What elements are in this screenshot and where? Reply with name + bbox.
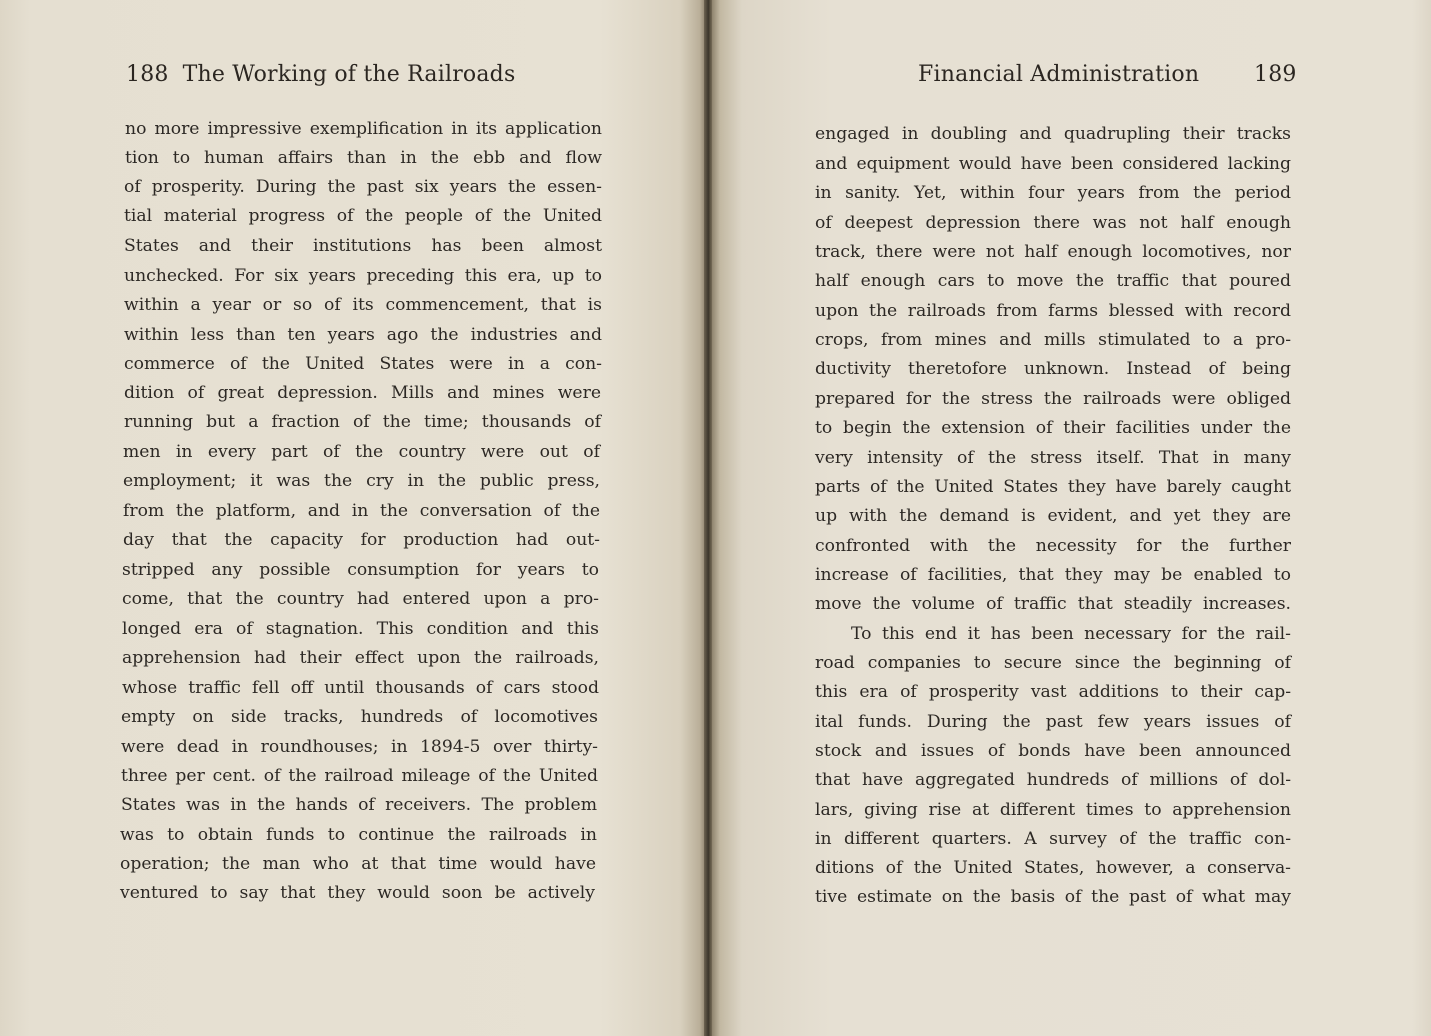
right-line: parts of the United States they have barely caught — [815, 477, 1291, 497]
right-line: increase of facilities, that they may be enabled to — [815, 565, 1291, 585]
left-line: come, that the country had entered upon a pro- — [122, 589, 599, 609]
left-line: tion to human affairs than in the ebb and flow — [125, 148, 602, 168]
left-running-head — [126, 62, 536, 87]
left-line: of prosperity. During the past six years the essen- — [124, 177, 602, 197]
right-line: this era of prosperity vast additions to their cap- — [815, 682, 1291, 702]
left-page-number: 188 — [126, 62, 169, 87]
left-line: operation; the man who at that time would have — [120, 854, 596, 874]
left-line: men in every part of the country were out of — [123, 442, 600, 462]
left-page — [0, 0, 706, 1036]
right-line: move the volume of traffic that steadily increases. — [815, 594, 1291, 614]
left-line: three per cent. of the railroad mileage of the United — [121, 766, 598, 786]
right-page-number: 189 — [1254, 62, 1297, 87]
right-line: ditions of the United States, however, a conserva- — [815, 858, 1291, 878]
right-running-title: Financial Administration — [918, 62, 1200, 87]
left-line: within a year or so of its commencement, that is — [124, 295, 602, 315]
left-line: ventured to say that they would soon be actively — [120, 883, 595, 903]
right-line: very intensity of the stress itself. That in many — [815, 448, 1291, 468]
left-line: no more impressive exemplification in its application — [125, 119, 602, 139]
right-line: up with the demand is evident, and yet they are — [815, 506, 1291, 526]
left-line: States and their institutions has been almost — [124, 236, 602, 256]
left-running-title: The Working of the Railroads — [182, 62, 516, 87]
right-line: upon the railroads from farms blessed with record — [815, 301, 1291, 321]
left-line: dition of great depression. Mills and mines were — [124, 383, 601, 403]
right-line: that have aggregated hundreds of millions of dol- — [815, 770, 1291, 790]
right-line: confronted with the necessity for the further — [815, 536, 1291, 556]
right-line: To this end it has been necessary for the rail- — [851, 624, 1291, 644]
right-line: lars, giving rise at different times to apprehension — [815, 800, 1291, 820]
right-line: in different quarters. A survey of the traffic con- — [815, 829, 1291, 849]
right-line: in sanity. Yet, within four years from the period — [815, 183, 1291, 203]
left-line: was to obtain funds to continue the railroads in — [120, 825, 597, 845]
right-line: stock and issues of bonds have been announced — [815, 741, 1291, 761]
right-running-head — [918, 62, 1298, 87]
right-line: half enough cars to move the traffic that poured — [815, 271, 1291, 291]
right-line: tive estimate on the basis of the past of what may — [815, 887, 1291, 907]
right-line: ductivity theretofore unknown. Instead of being — [815, 359, 1291, 379]
left-line: States was in the hands of receivers. The problem — [121, 795, 597, 815]
left-line: employment; it was the cry in the public press, — [123, 471, 600, 491]
right-line: ital funds. During the past few years issues of — [815, 712, 1291, 732]
right-line: engaged in doubling and quadrupling their tracks — [815, 124, 1291, 144]
right-line: and equipment would have been considered lacking — [815, 154, 1291, 174]
left-line: running but a fraction of the time; thousands of — [124, 412, 601, 432]
right-line: prepared for the stress the railroads were obliged — [815, 389, 1291, 409]
left-line: day that the capacity for production had out- — [123, 530, 600, 550]
left-line: were dead in roundhouses; in 1894-5 over thirty- — [121, 737, 598, 757]
left-line: empty on side tracks, hundreds of locomotives — [121, 707, 598, 727]
left-line: stripped any possible consumption for years to — [122, 560, 599, 580]
right-line: to begin the extension of their facilities under the — [815, 418, 1291, 438]
left-line: tial material progress of the people of the United — [124, 206, 602, 226]
left-line: longed era of stagnation. This condition and this — [122, 619, 599, 639]
right-line: track, there were not half enough locomotives, nor — [815, 242, 1291, 262]
right-line: of deepest depression there was not half enough — [815, 213, 1291, 233]
left-line: whose traffic fell off until thousands of cars stood — [122, 678, 599, 698]
left-line: commerce of the United States were in a con- — [124, 354, 602, 374]
right-line: road companies to secure since the beginning of — [815, 653, 1291, 673]
left-line: unchecked. For six years preceding this era, up to — [124, 266, 602, 286]
right-line: crops, from mines and mills stimulated to a pro- — [815, 330, 1291, 350]
left-line: apprehension had their effect upon the railroads, — [122, 648, 599, 668]
left-line: from the platform, and in the conversation of the — [123, 501, 600, 521]
left-line: within less than ten years ago the industries and — [124, 325, 602, 345]
